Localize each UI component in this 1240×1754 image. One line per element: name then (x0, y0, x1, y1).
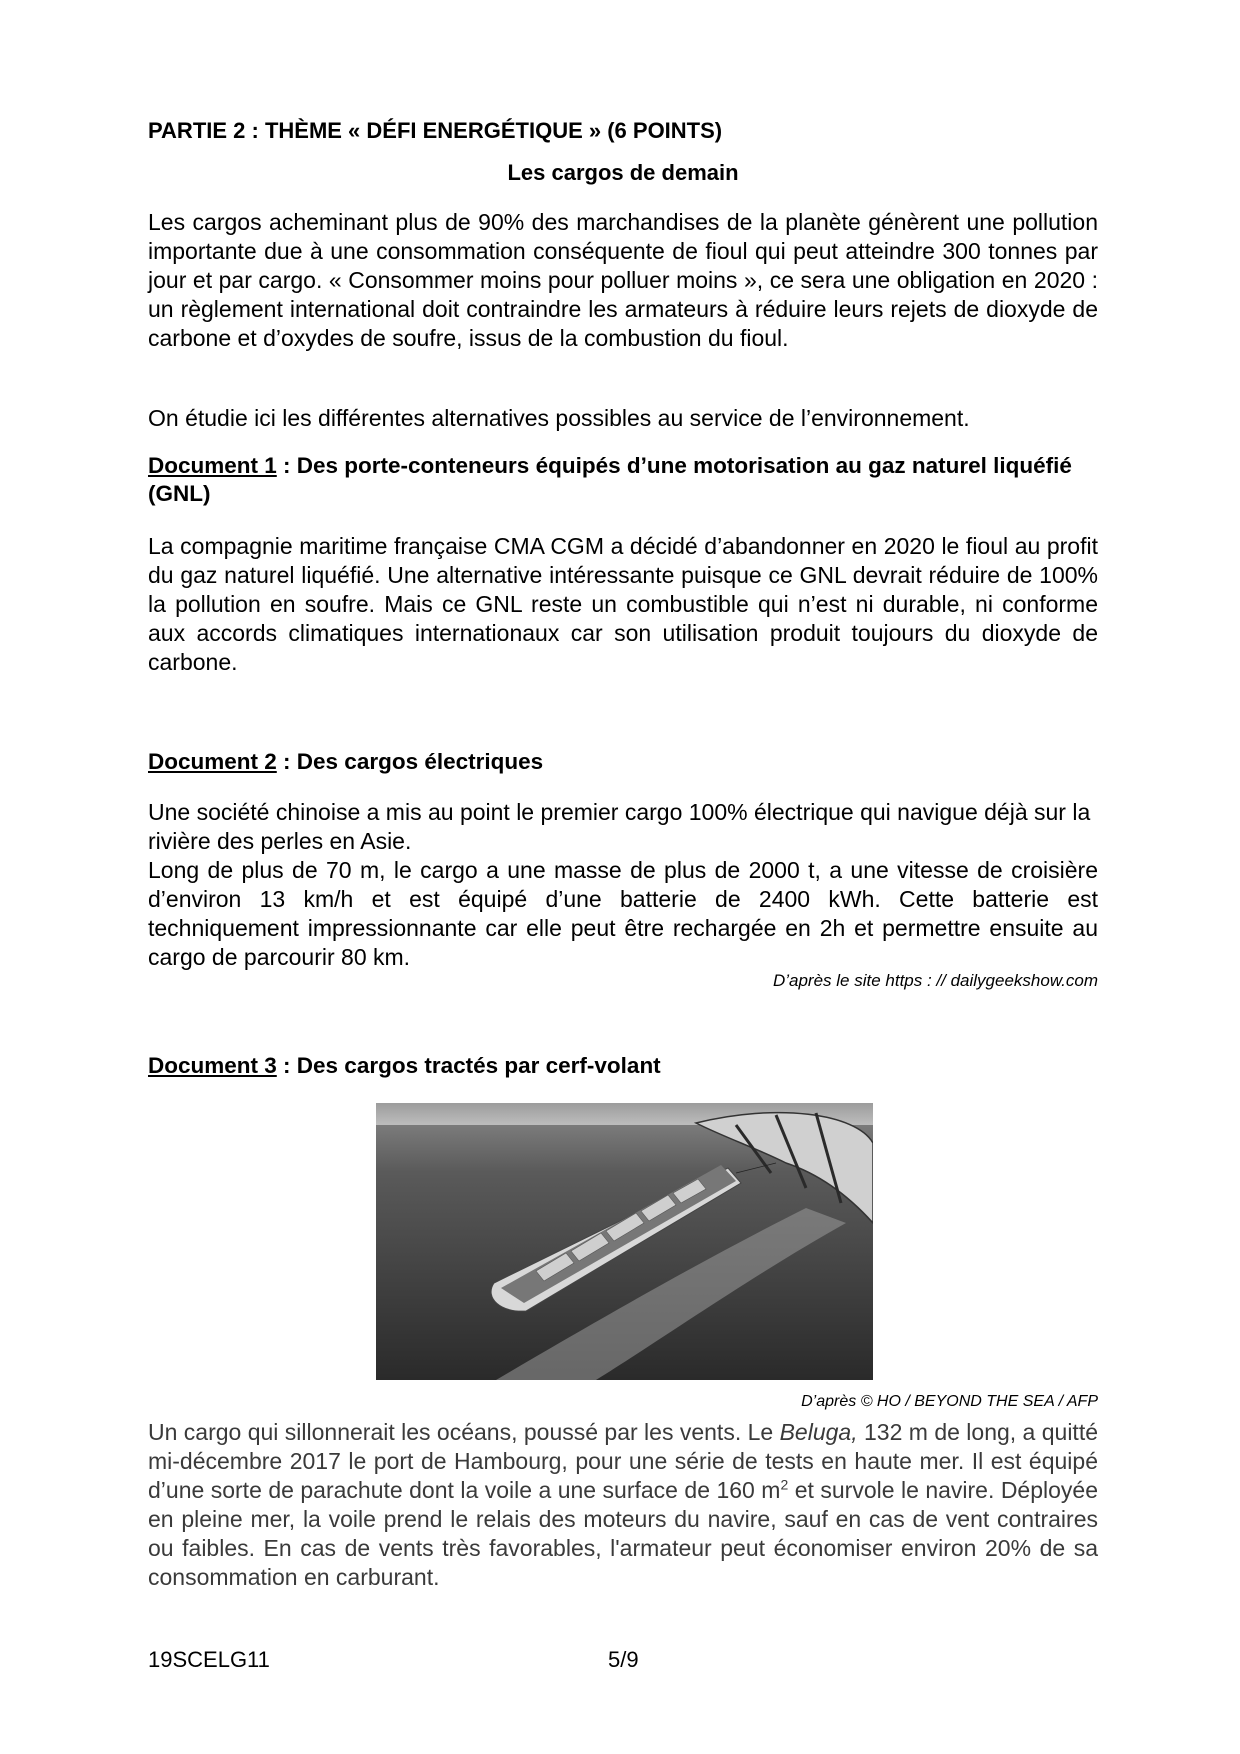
document-3-text-a: Un cargo qui sillonnerait les océans, poussé par les vents. Le (148, 1419, 780, 1445)
document-3-text-b: 132 m de long, a quitté mi-décembre 2017 le port de Hambourg, pour une série de tests en haute mer. Il est équipé d’une sorte de parachute dont la voile a une surface de 160 m (148, 1419, 1098, 1503)
document-3-title: : Des cargos tractés par cerf-volant (276, 1053, 661, 1078)
photo-credit: D’après © HO / BEYOND THE SEA / AFP (801, 1393, 1098, 1410)
document-2-heading (148, 748, 1098, 776)
document-1-text: La compagnie maritime française CMA CGM a décidé d’abandonner en 2020 le fioul au profit du gaz naturel liquéfié. Une alternative intéressante puisque ce GNL devrait réduire de 100% la pollution en soufre. Mais ce GNL reste un combustible qui n’est ni durable, ni conforme aux accords climatiques internationaux car son utilisation produit toujours du dioxyde de carbone. (148, 533, 1098, 675)
ship-name: Beluga, (779, 1419, 858, 1445)
exam-code: 19SCELG11 (148, 1647, 270, 1672)
intro-study-line: On étudie ici les différentes alternatives possibles au service de l’environnement. (148, 405, 970, 431)
document-2-label: Document 2 (148, 749, 277, 774)
intro-paragraph: Les cargos acheminant plus de 90% des marchandises de la planète génèrent une pollution importante due à une consommation conséquente de fioul qui peut atteindre 300 tonnes par jour et par cargo. « Consommer moins pour polluer moins », ce sera une obligation en 2020 : un règlement international doit contraindre les armateurs à réduire leurs rejets de dioxyde de carbone et d’oxydes de soufre, issus de la combustion du fioul. (148, 209, 1098, 351)
document-1-title: : Des porte-conteneurs équipés d’une motorisation au gaz naturel liquéfié (GNL) (148, 453, 1072, 506)
document-3-text-c: et survole le navire. Déployée en pleine mer, la voile prend le relais des moteurs du navire, sauf en cas de vent contraires ou faibles. En cas de vents très favorables, l'armateur peut économiser environ 20% de sa consommation en carburant. (148, 1477, 1098, 1590)
document-1-heading (148, 452, 1098, 508)
area-exponent: 2 (780, 1476, 789, 1493)
document-2-text-2: Long de plus de 70 m, le cargo a une masse de plus de 2000 t, a une vitesse de croisière d’environ 13 km/h et est équipé d’une batterie de 2400 kWh. Cette batterie est techniquement impressionnante car elle peut être rechargée en 2h et permettre ensuite au cargo de parcourir 80 km. (148, 857, 1098, 970)
kite-cargo-photo (376, 1103, 873, 1380)
document-3-heading (148, 1052, 1098, 1080)
page-title: Les cargos de demain (507, 160, 739, 185)
document-2-text-1: Une société chinoise a mis au point le premier cargo 100% électrique qui navigue déjà sur la rivière des perles en Asie. (148, 799, 1091, 854)
part-heading: PARTIE 2 : THÈME « DÉFI ENERGÉTIQUE » (6 POINTS) (148, 118, 723, 143)
document-3-text (148, 1418, 1098, 1592)
document-page (148, 0, 1098, 1754)
document-2-title: : Des cargos électriques (276, 749, 544, 774)
page-number: 5/9 (608, 1647, 639, 1672)
document-2-source: D’après le site https : // dailygeekshow.com (772, 971, 1098, 990)
document-3-label: Document 3 (148, 1053, 277, 1078)
document-1-label: Document 1 (148, 453, 277, 478)
